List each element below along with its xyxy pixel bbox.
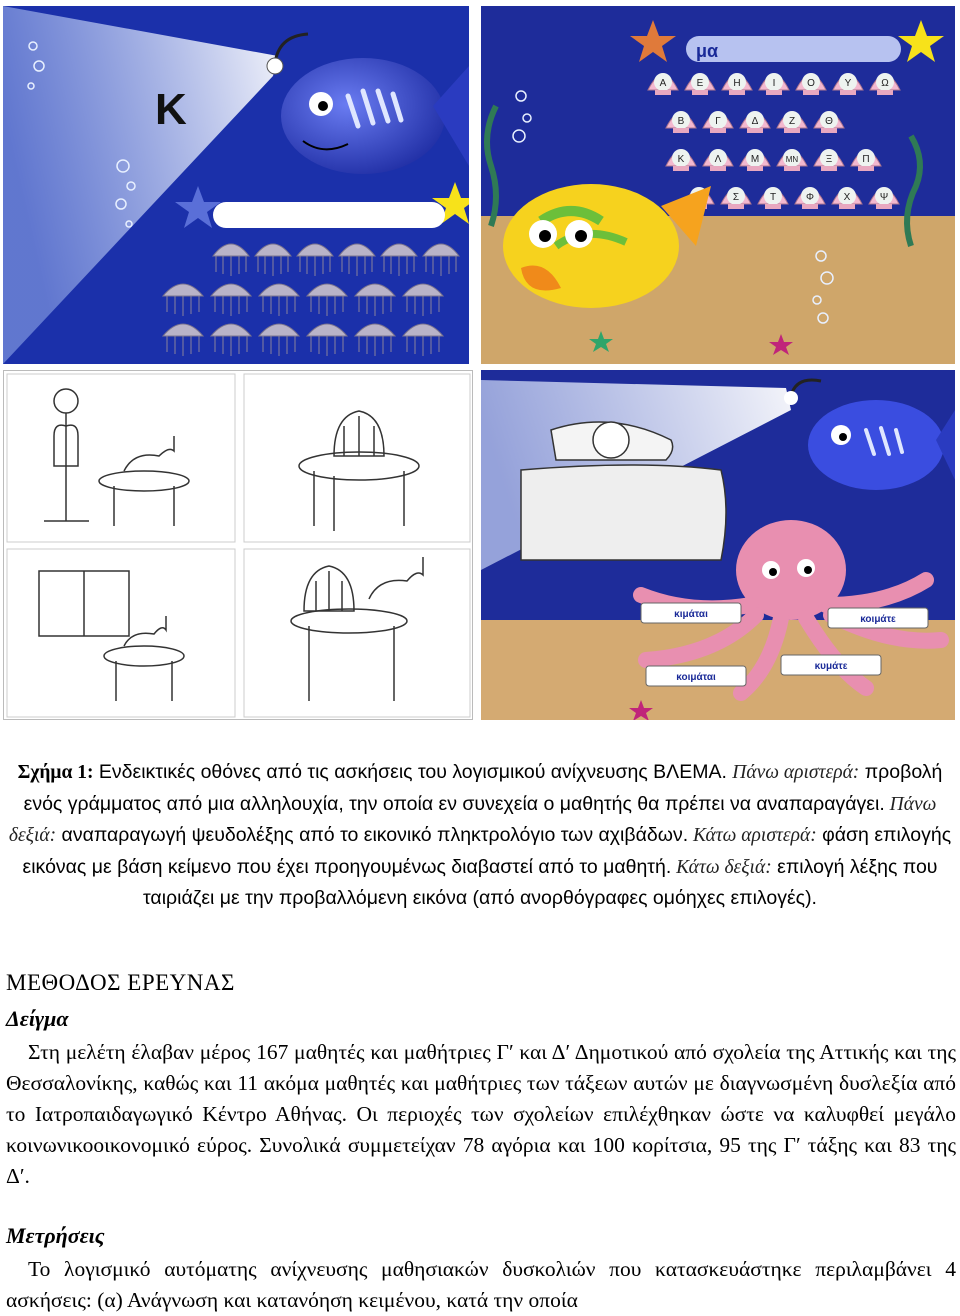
paragraph-measures [6, 1254, 956, 1316]
caption-tag-bottom-left: Κάτω αριστερά: [688, 825, 817, 846]
caption-text-top-left: προβολή ενός γράμματος από μια αλληλουχία, την οποία εν συνεχεία ο μαθητής θα πρέπει να αναπαραγάγει. [23, 761, 943, 815]
shell-key-label: Ψ [879, 192, 889, 203]
shell-key-label: Ξ [825, 154, 833, 165]
shell-key-label: ΜΝ [785, 155, 799, 164]
answer-slot-strip [213, 202, 445, 228]
shell-key-label: Ο [807, 78, 815, 89]
shell-key-label: Σ [732, 192, 740, 203]
shell-key-label: Ι [772, 78, 776, 89]
shell-key-label: Β [677, 116, 685, 127]
picture-option[interactable] [244, 374, 470, 542]
subsection-heading-sample: Δείγμα [6, 1006, 69, 1031]
caption-tag-top-right: Πάνω δεξιά: [8, 793, 937, 846]
word-choice-label: κοιμάται [676, 672, 716, 683]
caption-label: Σχήμα 1: [17, 762, 94, 783]
caption-text-bottom-right: επιλογή λέξης που ταιριάζει με την προβαλλόμενη εικόνα (από ανορθόγραφες ομόηχες επιλογές). [143, 855, 938, 909]
word-choice-scene [481, 370, 955, 720]
shell-key-label: Ζ [788, 116, 796, 127]
caption-intro: Ενδεικτικές οθόνες από τις ασκήσεις του λογισμικού ανίχνευσης ΒΛΕΜΑ. [93, 761, 727, 783]
word-choice-button[interactable] [641, 603, 741, 623]
syllable-text: μα [696, 41, 719, 61]
picture-option[interactable] [7, 374, 235, 542]
shell-key-label: Γ [715, 116, 721, 127]
word-choice-label: κυμάτε [814, 661, 848, 672]
shell-key-label: Δ [751, 116, 759, 127]
word-choice-button[interactable] [781, 655, 881, 675]
shell-key-label: Χ [843, 192, 851, 203]
paragraph-text: Το λογισμικό αυτόματης ανίχνευσης μαθησιακών δυσκολιών που κατασκευάστηκε περιλαμβάνει 4 ασκήσεις: (α) Ανάγνωση και κατανόηση κειμένου, κατά την οποία [6, 1257, 956, 1312]
word-choice-button[interactable] [646, 666, 746, 686]
letter-sequence-scene [3, 6, 469, 364]
figure-caption [8, 757, 952, 914]
screen-top-right [481, 6, 955, 364]
paragraph-sample [6, 1037, 956, 1192]
shell-key-label: Π [862, 154, 870, 165]
shell-key-label: Α [659, 78, 667, 89]
word-choice-button[interactable] [828, 608, 928, 628]
caption-tag-top-left: Πάνω αριστερά: [732, 762, 860, 783]
shell-key-label: Τ [769, 192, 777, 203]
word-choice-label: κοιμάτε [860, 614, 896, 625]
picture-option[interactable] [7, 549, 235, 717]
shell-key-label: Η [733, 78, 741, 89]
shell-key-label: Ε [696, 78, 704, 89]
shell-key-label: Μ [750, 154, 760, 165]
shell-key-label: Υ [844, 78, 852, 89]
caption-text-bottom-left: φάση επιλογής εικόνας με βάση κείμενο που έχει προηγουμένως διαβαστεί από το μαθητή. [22, 824, 952, 878]
shell-key-label: Λ [714, 154, 722, 165]
word-choice-label: κιμάται [674, 609, 708, 620]
screen-bottom-right [481, 370, 955, 720]
displayed-letter: Κ [155, 85, 187, 134]
paragraph-text: Στη μελέτη έλαβαν μέρος 167 μαθητές και μαθήτριες Γ′ και Δ′ Δημοτικού από σχολεία της Αττικής και της Θεσσαλονίκης, καθώς και 11 ακόμα μαθητές και μαθήτριες των τάξεων αυτών με διαγνωσμένη δυσλεξία από το Ιατροπαιδαγωγικό Κέντρο Αθήνας. Οι περιοχές των σχολείων επιλέχθηκαν ώστε να καλυφθεί μεγάλο κοινωνικοοικονομικό εύρος. Συνολικά συμμετείχαν 78 αγόρια και 100 κορίτσια, 95 της Γ′ τάξης και 83 της Δ′. [6, 1040, 956, 1188]
caption-tag-bottom-right: Κάτω δεξιά: [671, 856, 772, 878]
subsection-heading-measures: Μετρήσεις [6, 1223, 105, 1248]
shell-key-label: Φ [806, 192, 814, 203]
screen-top-left [3, 6, 469, 364]
screen-bottom-left [3, 370, 473, 720]
shell-key-label: Κ [677, 154, 685, 165]
shell-key-label: Ω [881, 78, 889, 89]
section-heading: ΜΕΘΟΔΟΣ ΕΡΕΥΝΑΣ [6, 970, 235, 995]
caption-text-top-right: αναπαραγωγή ψευδολέξης από το εικονικό πληκτρολόγιο των αχιβάδων. [56, 824, 689, 846]
syllable-display [686, 36, 901, 62]
shell-keyboard-scene [481, 6, 955, 364]
picture-choice-grid [4, 371, 473, 720]
shell-key-label: Θ [825, 116, 833, 127]
